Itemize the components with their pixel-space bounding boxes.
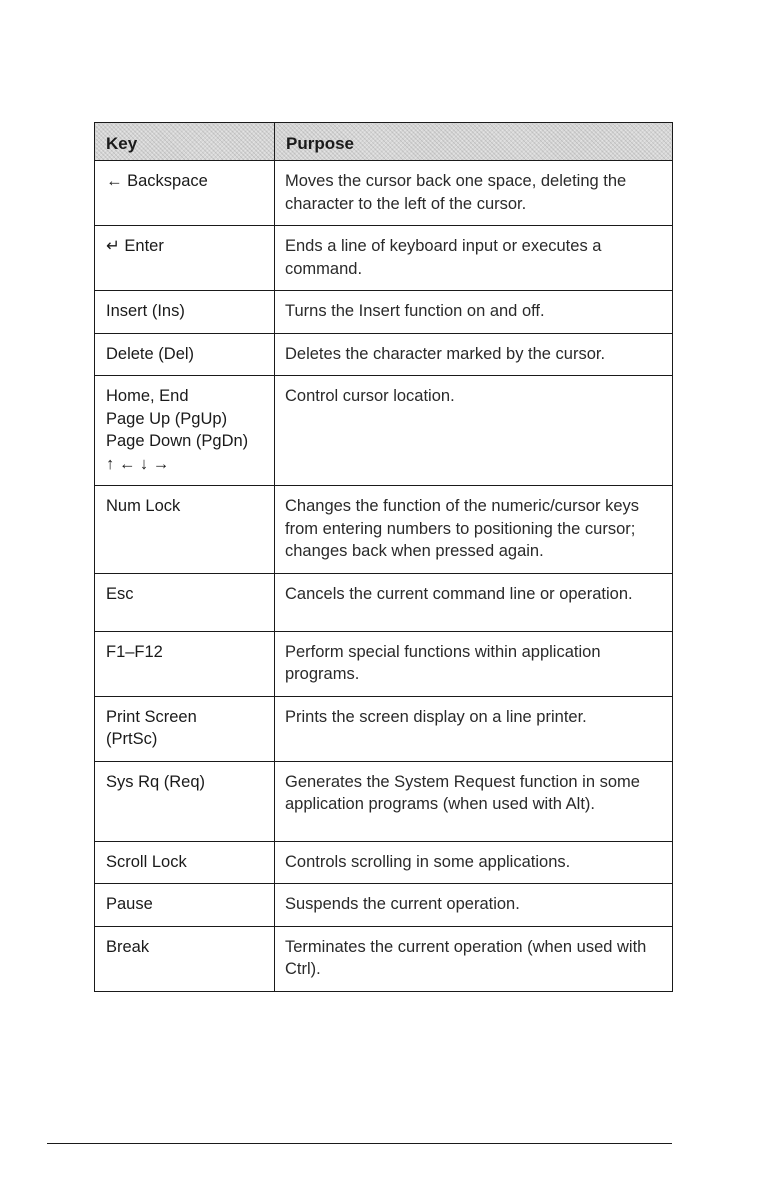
key-label: Scroll Lock <box>106 852 187 871</box>
key-cell <box>95 486 275 574</box>
key-label: Break <box>106 937 150 956</box>
key-label: Esc <box>106 584 134 603</box>
key-cell <box>95 926 275 991</box>
table-row <box>95 631 673 696</box>
table-row <box>95 291 673 334</box>
key-cell <box>95 884 275 927</box>
table-row <box>95 926 673 991</box>
table-row <box>95 573 673 631</box>
key-cell <box>95 226 275 291</box>
table-row <box>95 226 673 291</box>
purpose-cell: Generates the System Request function in some application programs (when used with Alt). <box>275 761 673 841</box>
table-row <box>95 884 673 927</box>
key-label: Print Screen <box>106 707 197 726</box>
table-row <box>95 696 673 761</box>
key-cell <box>95 696 275 761</box>
purpose-cell: Deletes the character marked by the cursor. <box>275 333 673 376</box>
key-label: Page Down (PgDn) <box>106 432 249 450</box>
key-label: ← Backspace <box>106 172 208 190</box>
key-cell <box>95 161 275 226</box>
key-purpose-table <box>94 122 673 992</box>
purpose-cell: Moves the cursor back one space, deleting the character to the left of the cursor. <box>275 161 673 226</box>
key-label: Insert (Ins) <box>106 302 185 320</box>
key-label: Sys Rq (Req) <box>106 772 206 791</box>
table-row <box>95 376 673 486</box>
purpose-cell: Perform special functions within application programs. <box>275 631 673 696</box>
footer-rule <box>47 1143 672 1144</box>
purpose-cell: Ends a line of keyboard input or executes a command. <box>275 226 673 291</box>
purpose-cell: Changes the function of the numeric/cursor keys from entering numbers to positioning the cursor; changes back when pressed again. <box>275 486 673 574</box>
key-cell <box>95 376 275 486</box>
table-body <box>95 161 673 992</box>
header-key: Key <box>95 123 275 161</box>
header-purpose: Purpose <box>275 123 673 161</box>
key-label: Delete (Del) <box>106 344 195 363</box>
table-row <box>95 161 673 226</box>
purpose-cell: Turns the Insert function on and off. <box>275 291 673 334</box>
key-label: (PrtSc) <box>106 730 158 748</box>
key-cell <box>95 841 275 884</box>
table-row <box>95 333 673 376</box>
purpose-cell: Suspends the current operation. <box>275 884 673 927</box>
key-cell <box>95 631 275 696</box>
header-row <box>95 123 673 161</box>
purpose-cell: Controls scrolling in some applications. <box>275 841 673 884</box>
key-cell <box>95 761 275 841</box>
table-row <box>95 761 673 841</box>
purpose-cell: Terminates the current operation (when used with Ctrl). <box>275 926 673 991</box>
purpose-cell: Control cursor location. <box>275 376 673 486</box>
key-cell <box>95 333 275 376</box>
purpose-cell: Cancels the current command line or operation. <box>275 573 673 631</box>
key-label: Home, End <box>106 387 189 405</box>
key-label: ↵ Enter <box>106 237 164 255</box>
table-row <box>95 486 673 574</box>
key-label: Page Up (PgUp) <box>106 409 228 428</box>
key-label: Num Lock <box>106 497 181 515</box>
key-cell <box>95 573 275 631</box>
purpose-cell: Prints the screen display on a line printer. <box>275 696 673 761</box>
key-label: Pause <box>106 895 153 913</box>
key-label: ↑ ← ↓ → <box>106 454 170 473</box>
key-cell <box>95 291 275 334</box>
table-header <box>95 123 673 161</box>
table-row <box>95 841 673 884</box>
key-label: F1–F12 <box>106 642 163 661</box>
